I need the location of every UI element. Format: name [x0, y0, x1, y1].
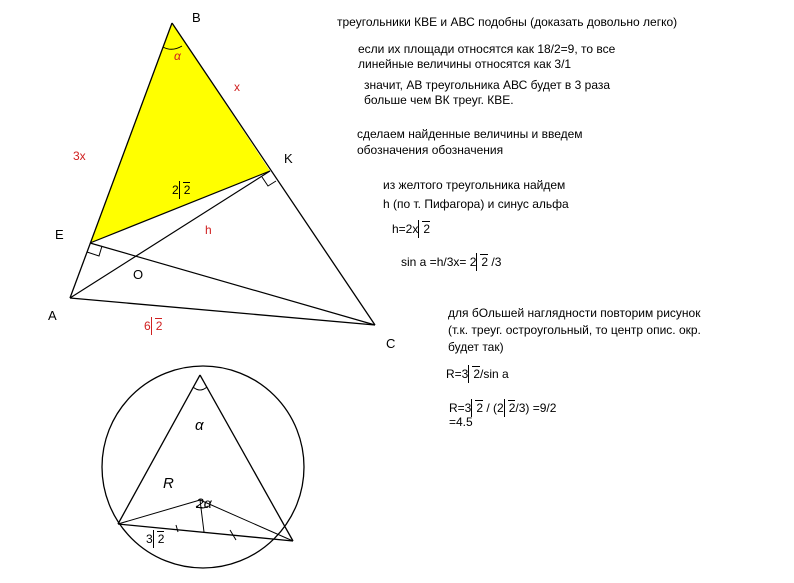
- circle-r-label: R: [163, 475, 174, 492]
- yellow-triangle: [70, 23, 270, 298]
- text-line-5: больше чем ВК треуг. КВЕ.: [364, 93, 514, 107]
- text-line-3: линейные величины относятся как 3/1: [358, 57, 572, 71]
- r-formula-2: R=3 2 / (2 2/3) =9/2: [449, 401, 557, 415]
- point-b-label: B: [192, 10, 201, 25]
- circle-side-3: [118, 524, 293, 541]
- tick-1: [176, 525, 178, 532]
- text-line-7: обозначения обозначения: [357, 143, 504, 157]
- point-a-label: A: [48, 308, 57, 323]
- r-formula-1: R=3 2/sin a: [446, 367, 509, 381]
- text-line-12: будет так): [448, 340, 504, 354]
- text-line-4: значит, АВ треугольника АВС будет в 3 раза: [364, 78, 611, 92]
- text-line-1: треугольники КВЕ и АВС подобны (доказать довольно легко): [337, 15, 678, 29]
- point-e-label: E: [55, 227, 64, 242]
- h-label: h: [205, 223, 212, 237]
- circle-angle-arc: [193, 387, 207, 390]
- radius-2: [200, 500, 293, 541]
- circle-2alpha-label: 2α: [196, 495, 212, 511]
- circle-alpha-label: α: [195, 417, 204, 434]
- text-line-8: из желтого треугольника найдем: [383, 178, 566, 192]
- radius-1: [118, 500, 200, 524]
- alpha-label: α: [174, 49, 181, 63]
- text-line-10: для бОльшей наглядности повторим рисунок: [448, 306, 701, 320]
- two-root2-label: 2 2: [172, 183, 191, 197]
- three-x-label: 3x: [73, 149, 86, 163]
- circle-3root2-label: 3 2: [146, 532, 165, 546]
- h-formula: h=2x 2: [392, 222, 431, 236]
- text-line-9: h (по т. Пифагора) и синус альфа: [383, 197, 569, 211]
- r-result: =4.5: [449, 415, 473, 429]
- point-c-label: C: [386, 336, 396, 351]
- sin-formula: sin a =h/3x= 2 2 /3: [401, 255, 502, 269]
- point-o-label: O: [133, 267, 144, 282]
- right-angle-k: [262, 177, 276, 186]
- text-line-6: сделаем найденные величины и введем: [357, 127, 583, 141]
- text-line-11: (т.к. треуг. остроугольный, то центр опис. окр.: [448, 323, 701, 337]
- x-label: x: [234, 80, 240, 94]
- six-root2-label: 6 2: [144, 319, 163, 333]
- text-line-2: если их площади относятся как 18/2=9, то все: [358, 42, 616, 56]
- point-k-label: K: [284, 151, 293, 166]
- circumcircle: [102, 366, 304, 568]
